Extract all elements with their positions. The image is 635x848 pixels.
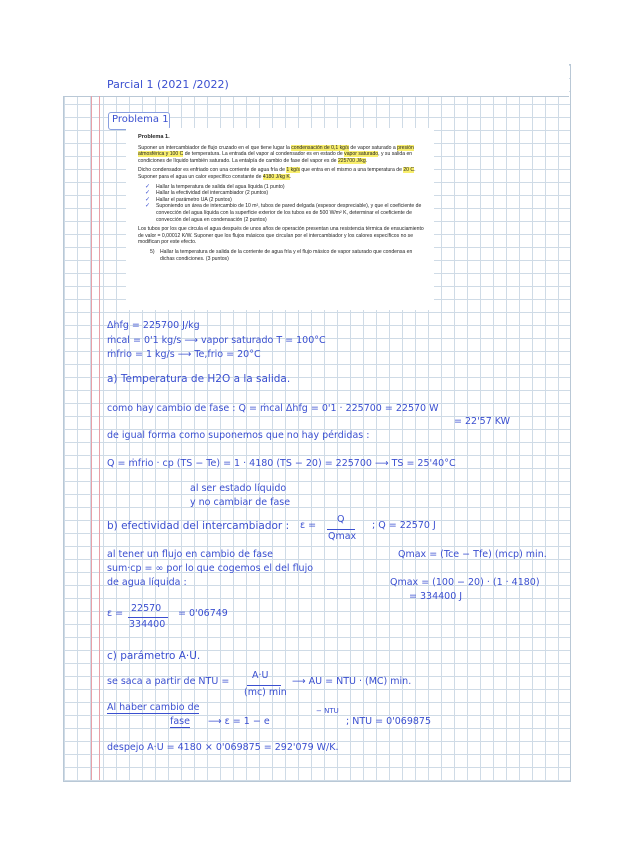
margin-line-left [91, 96, 92, 780]
notebook-title: Parcial 1 (2021 /2022) [107, 78, 229, 91]
list-item: ✓ Hallar la efectividad del intercambiador (2 puntos) [145, 190, 269, 197]
part-a-line-2: de igual forma como suponemos que no hay pérdidas : [107, 430, 370, 441]
part-c-line-2b: fase [170, 716, 190, 727]
part-b-eps-num: 22570 [131, 603, 162, 614]
given-cold-flow: ṁfrio = 1 kg/s ⟶ Te,frio = 20°C [107, 349, 261, 360]
part-b-qmax-2: Qmax = (100 − 20) · (1 · 4180) [390, 577, 540, 588]
part-a-title: a) Temperatura de H2O a la salida. [107, 373, 291, 385]
part-b-epsilon: ε = [300, 520, 317, 531]
part-b-qmax: Qmax = (Tce − Tfe) (mcp) min. [398, 549, 547, 560]
printed-paragraph-1: Suponer un intercambiador de flujo cruzado en el que tiene lugar la condensación de 0,1 kg/s de vapor saturado a presión atmosférica y 100 C de temperatura. La entrada del vapor al condensador es en estado de vapor saturado, y su salida en condiciones de líquido también saturado. La entalpía de cambio de fase del vapor es de 225700 J/kg. [138, 144, 414, 164]
part-b-line-3: de agua líquida : [107, 577, 187, 588]
given-enthalpy: Δhfg = 225700 J/kg [107, 320, 200, 331]
part-c-line-3: despejo A·U = 4180 × 0'069875 = 292'079 W/K. [107, 742, 339, 753]
part-b-eps-result: = 0'06749 [178, 608, 228, 619]
part-a-note-1: al ser estado líquido [190, 483, 287, 494]
part-b-q: ; Q = 22570 J [372, 520, 436, 531]
part-c-line-1b: ⟶ AU = NTU · (MC) min. [292, 676, 412, 687]
part-b-title: b) efectividad del intercambiador : [107, 520, 290, 532]
part-c-exponent: − NTU [316, 707, 339, 715]
part-b-frac-num: Q [337, 514, 345, 525]
fraction-bar [128, 617, 168, 618]
part-c-ntu-den: (mc) min [244, 687, 287, 698]
list-item: ✓ Hallar la temperatura de salida del agua líquida (1 punto) [145, 183, 285, 190]
problem-label: Problema 1 [112, 114, 169, 125]
part-b-eps-den: 334400 [129, 619, 166, 630]
part-a-note-2: y no cambiar de fase [190, 497, 291, 508]
check-mark-icon: ✓ [145, 183, 151, 190]
list-item: ✓ Hallar el parámetro UA (2 puntos) [145, 196, 232, 203]
printed-title: Problema 1. [138, 134, 170, 140]
part-b-line-1: al tener un flujo en cambio de fase [107, 549, 273, 560]
part-c-line-2a: Al haber cambio de [107, 702, 200, 713]
printed-paragraph-2: Dicho condensador es enfriado con una corriente de agua fría de 1 kg/s que entra en el mismo a una temperatura de 20 C. Suponer para el agua un calor específico constante de 4180 J/kg K. [138, 167, 416, 180]
margin-line-left-2 [99, 96, 100, 780]
printed-task-list [138, 184, 426, 224]
list-item: ✓ Suponiendo un área de intercambio de 10 m², tubos de pared delgada (espesor despreciable), y que el coeficiente de convección del agua líquida con la superficie exterior de los tubos es de 500 W/m² K, determinar el coeficiente de convección del agua en condensación (2 puntos) [145, 203, 422, 223]
part-b-eps-label: ε = [107, 608, 124, 619]
part-c-line-2d: ; NTU = 0'069875 [346, 716, 432, 727]
printed-problem-statement [126, 128, 434, 310]
check-mark-icon: ✓ [145, 190, 151, 197]
part-b-qmax-3: = 334400 J [409, 591, 463, 602]
part-a-line-3: Q = ṁfrio · cp (TS − Te) = 1 · 4180 (TS − 20) = 225700 ⟶ TS = 25'40°C [107, 458, 456, 469]
printed-subquestion: 5) Hallar la temperatura de salida de la corriente de agua fría y el flujo másico de vapor saturado que condensa en dichas condiciones. (3 puntos) [150, 248, 413, 262]
check-mark-icon: ✓ [145, 203, 151, 210]
part-c-ntu-num: A·U [252, 670, 269, 681]
fraction-bar [247, 685, 281, 686]
part-b-frac-den: Qmax [328, 531, 357, 542]
check-mark-icon: ✓ [145, 196, 151, 203]
given-hot-flow: ṁcal = 0'1 kg/s ⟶ vapor saturado T = 100°C [107, 335, 326, 346]
fraction-bar [327, 529, 355, 530]
part-b-line-2: sum·cp = ∞ por lo que cogemos el del flujo [107, 563, 314, 574]
part-a-line-1: como hay cambio de fase : Q = ṁcal Δhfg = 0'1 · 225700 = 22570 W [107, 403, 439, 414]
part-a-line-1b: = 22'57 KW [454, 416, 511, 427]
printed-paragraph-3: Los tubos por los que circula el agua después de unos años de operación presentan una resistencia térmica de ensuciamiento de valor = 0,00012 K/W. Suponer que los flujos másicos que circulan por el intercambiador y los calores específicos no se modifican por este efecto. [138, 226, 424, 246]
part-c-title: c) parámetro A·U. [107, 650, 201, 662]
part-c-line-2c: ⟶ ε = 1 − e [208, 716, 270, 727]
part-c-line-1a: se saca a partir de NTU = [107, 676, 230, 687]
